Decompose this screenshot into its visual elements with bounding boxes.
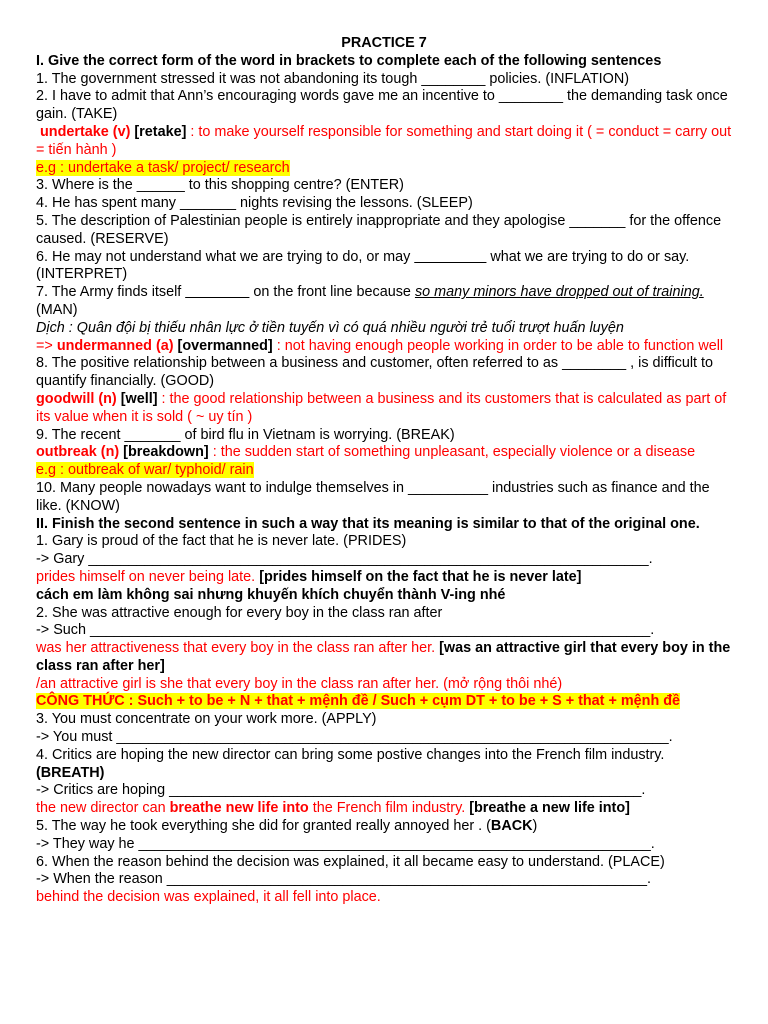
- note-9-example: [36, 462, 732, 480]
- rewrite-6: 6. When the reason behind the decision was explained, it all became easy to understand. (PLACE): [36, 853, 665, 870]
- question-9: 9. The recent _______ of bird flu in Vietnam is worrying. (BREAK): [36, 426, 455, 443]
- question-6-part-a: 6. He may not understand what we are trying to do, or may: [36, 248, 415, 265]
- question-7-part-b: on the front line because: [249, 284, 415, 301]
- question-7: [36, 284, 732, 320]
- question-4: 4. He has spent many _______ nights revising the lessons. (SLEEP): [36, 195, 473, 212]
- note-7-arrow: =>: [36, 337, 57, 354]
- note-8: [36, 391, 732, 427]
- rewrite-4-key: [breathe a new life into]: [469, 800, 630, 817]
- rewrite-2-formula: [36, 693, 732, 711]
- rewrite-5-word: BACK: [490, 818, 533, 835]
- rewrite-6-answer: behind the decision was explained, it all fell into place.: [36, 889, 381, 906]
- question-3: 3. Where is the ______ to this shopping centre? (ENTER): [36, 177, 404, 194]
- note-9-definition: : the sudden start of something unpleasant, especially violence or a disease: [212, 444, 696, 461]
- rewrite-2-alternative: /an attractive girl is she that every boy in the class ran after her. (mở rộng thôi nhé): [36, 675, 563, 692]
- question-7-part-a: 7. The Army finds itself: [36, 284, 186, 301]
- rewrite-4-answer: [36, 800, 732, 818]
- rewrite-5: [36, 818, 732, 836]
- rewrite-6-prompt: -> When the reason ____________________________________________________________.: [36, 871, 651, 888]
- note-2-bracket: [retake]: [134, 123, 187, 140]
- rewrite-2-answer-text: was her attractiveness that every boy in the class ran after her.: [36, 640, 440, 657]
- section-2-heading: II. Finish the second sentence in such a way that its meaning is similar to that of the original one.: [36, 515, 700, 532]
- rewrite-5-part-b: ): [532, 818, 538, 835]
- rewrite-2-key: [was an attractive girl that every boy in the class ran after her]: [36, 640, 731, 674]
- rewrite-5-part-a: 5. The way he took everything she did for granted really annoyed her . (: [36, 818, 491, 835]
- question-7-underlined: so many minors have dropped out of training.: [414, 284, 704, 301]
- question-6: [36, 249, 732, 285]
- question-8: 8. The positive relationship between a business and customer, often referred to as ________ , is difficult to quantify financially. (GOOD): [36, 355, 714, 390]
- rewrite-1-prompt: -> Gary ______________________________________________________________________.: [36, 551, 653, 568]
- note-8-word: goodwill (n): [36, 390, 117, 407]
- rewrite-4: 4. Critics are hoping the new director can bring some postive changes into the French film industry.: [36, 746, 665, 763]
- question-5: 5. The description of Palestinian people is entirely inappropriate and they apologise _______ for the offence caused. (RESERVE): [36, 212, 722, 247]
- note-2-example: [36, 160, 732, 178]
- note-9-example-text: e.g : outbreak of war/ typhoid/ rain: [36, 462, 254, 479]
- note-7: [36, 338, 732, 356]
- question-7-blank: ________: [185, 284, 250, 301]
- question-7-translation: Dịch : Quân đội bị thiếu nhân lực ở tiền tuyến vì có quá nhiều người trẻ tuổi trượt huấn luyện: [36, 319, 624, 336]
- question-7-part-d: (MAN): [36, 301, 78, 318]
- note-2-word: undertake (v): [40, 123, 131, 140]
- note-2: [36, 124, 732, 160]
- note-8-definition: : the good relationship between a business and its customers that is calculated as part of its value when it is sold ( ~ uy tín ): [36, 390, 727, 425]
- note-2-example-text: e.g : undertake a task/ project/ research: [36, 159, 290, 176]
- rewrite-4-answer-a: the new director can: [36, 800, 170, 817]
- rewrite-5-prompt: -> They way he ________________________________________________________________.: [36, 835, 655, 852]
- question-10: 10. Many people nowadays want to indulge themselves in __________ industries such as finance and the like. (KNOW): [36, 479, 710, 514]
- note-9-bracket: [breakdown]: [123, 444, 209, 461]
- rewrite-4-answer-b: breathe new life into: [169, 800, 309, 817]
- page-title: PRACTICE 7: [341, 35, 427, 51]
- rewrite-3: 3. You must concentrate on your work more. (APPLY): [36, 711, 377, 728]
- note-8-bracket: [well]: [120, 390, 158, 407]
- note-7-word: undermanned (a): [56, 337, 174, 354]
- note-2-definition: : to make yourself responsible for something and start doing it ( = conduct = carry out = tiến hành ): [36, 123, 732, 158]
- question-1: 1. The government stressed it was not abandoning its tough ________ policies. (INFLATION): [36, 70, 630, 87]
- rewrite-1-answer-text: prides himself on never being late.: [36, 568, 260, 585]
- rewrite-2-answer: [36, 640, 732, 676]
- note-7-bracket: [overmanned]: [177, 337, 273, 354]
- rewrite-1-answer: [36, 569, 732, 587]
- section-1-heading: I. Give the correct form of the word in brackets to complete each of the following sentences: [36, 52, 662, 69]
- question-6-part-b: what we are trying to do or say. (INTERPRET): [36, 248, 690, 283]
- rewrite-1: 1. Gary is proud of the fact that he is never late. (PRIDES): [36, 533, 407, 550]
- note-7-definition: : not having enough people working in order to be able to function well: [276, 337, 724, 354]
- rewrite-4-prompt: -> Critics are hoping ___________________________________________________________.: [36, 782, 646, 799]
- note-9: [36, 444, 732, 462]
- rewrite-2-formula-text: CÔNG THỨC : Such + to be + N + that + mệnh đề / Such + cụm DT + to be + S + that + mệnh đề: [36, 693, 681, 710]
- rewrite-1-note: cách em làm không sai nhưng khuyến khích chuyển thành V-ing nhé: [36, 586, 506, 603]
- rewrite-4-word: (BREATH): [36, 764, 105, 781]
- rewrite-1-key: [prides himself on the fact that he is never late]: [259, 568, 582, 585]
- note-9-word: outbreak (n): [36, 444, 120, 461]
- rewrite-4-answer-c: the French film industry.: [308, 800, 470, 817]
- rewrite-2: 2. She was attractive enough for every boy in the class ran after: [36, 604, 443, 621]
- question-2: 2. I have to admit that Ann’s encouraging words gave me an incentive to ________ the demanding task once gain. (TAKE): [36, 88, 728, 123]
- rewrite-2-prompt: -> Such ______________________________________________________________________.: [36, 622, 655, 639]
- rewrite-3-prompt: -> You must _____________________________________________________________________.: [36, 729, 673, 746]
- question-6-blank: _________: [414, 248, 487, 265]
